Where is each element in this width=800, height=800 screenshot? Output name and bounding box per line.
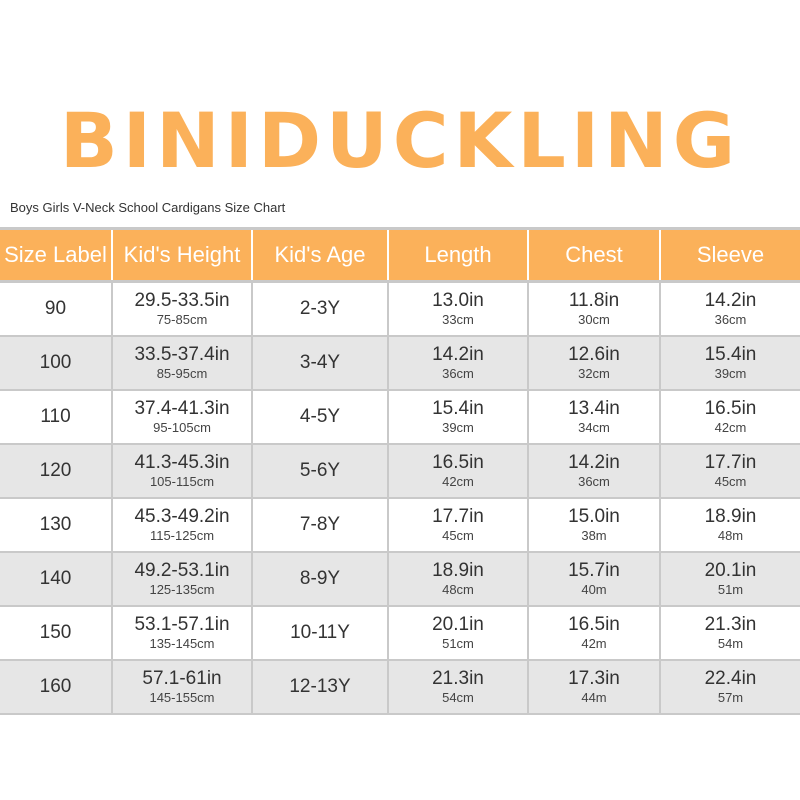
header-sleeve: Sleeve xyxy=(660,229,800,282)
cell-size-label xyxy=(0,606,112,660)
cell-length-cm: 45cm xyxy=(442,528,474,543)
cell-sleeve-inches: 15.4in xyxy=(704,344,757,365)
cell-chest-inches: 12.6in xyxy=(568,344,620,365)
cell-chest-cm: 42m xyxy=(581,636,607,651)
cell-sleeve-cm: 45cm xyxy=(714,474,747,489)
cell-chest-cm: 38m xyxy=(581,528,607,543)
cell-kids-height xyxy=(112,336,252,390)
cell-chest-inches: 16.5in xyxy=(568,614,620,635)
cell-length xyxy=(388,498,528,552)
cell-sleeve-inches: 16.5in xyxy=(704,398,757,419)
cell-sleeve-inches: 20.1in xyxy=(704,560,757,581)
cell-length xyxy=(388,390,528,444)
cell-sleeve-inches: 18.9in xyxy=(704,506,757,527)
size-chart-table xyxy=(0,227,800,715)
cell-length-inches: 13.0in xyxy=(432,290,484,311)
cell-size-label xyxy=(0,552,112,606)
kids-age-value: 12-13Y xyxy=(289,676,351,697)
cell-chest-inches: 15.7in xyxy=(568,560,620,581)
cell-kids-age xyxy=(252,552,388,606)
size-label-value: 160 xyxy=(39,676,72,697)
cell-kids-height xyxy=(112,660,252,714)
cell-length-cm: 54cm xyxy=(442,690,474,705)
cell-chest-cm: 34cm xyxy=(578,420,610,435)
cell-length-cm: 48cm xyxy=(442,582,474,597)
cell-length-inches: 16.5in xyxy=(432,452,484,473)
header-chest: Chest xyxy=(528,229,660,282)
cell-size-label xyxy=(0,282,112,337)
cell-chest-cm: 30cm xyxy=(578,312,610,327)
cell-size-label xyxy=(0,660,112,714)
cell-size-label xyxy=(0,444,112,498)
cell-kids-height-inches: 33.5-37.4in xyxy=(134,344,230,365)
cell-kids-age xyxy=(252,282,388,337)
header-row xyxy=(0,229,800,282)
chart-subtitle: Boys Girls V-Neck School Cardigans Size Chart xyxy=(10,200,286,215)
cell-sleeve xyxy=(660,336,800,390)
table-row xyxy=(0,390,800,444)
cell-chest xyxy=(528,498,660,552)
cell-kids-height-inches: 45.3-49.2in xyxy=(134,506,230,527)
cell-kids-height-inches: 29.5-33.5in xyxy=(134,290,230,311)
kids-age-value: 4-5Y xyxy=(299,406,341,427)
cell-size-label xyxy=(0,498,112,552)
cell-sleeve-cm: 36cm xyxy=(714,312,747,327)
cell-sleeve xyxy=(660,552,800,606)
brand-logo-text: BINIDUCKLING xyxy=(59,96,741,185)
cell-sleeve-cm: 54m xyxy=(717,636,744,651)
cell-chest xyxy=(528,606,660,660)
cell-length-cm: 51cm xyxy=(442,636,474,651)
cell-kids-age xyxy=(252,606,388,660)
cell-length xyxy=(388,552,528,606)
cell-chest-cm: 44m xyxy=(581,690,607,705)
cell-kids-height-cm: 125-135cm xyxy=(149,582,215,597)
cell-kids-height-cm: 85-95cm xyxy=(156,366,208,381)
table-row xyxy=(0,606,800,660)
size-label-value: 140 xyxy=(39,568,72,589)
cell-sleeve xyxy=(660,390,800,444)
header-kids-height: Kid's Height xyxy=(112,229,252,282)
table-row xyxy=(0,498,800,552)
cell-chest-inches: 17.3in xyxy=(568,668,620,689)
cell-kids-height-cm: 95-105cm xyxy=(153,420,211,435)
cell-kids-age xyxy=(252,498,388,552)
cell-chest xyxy=(528,390,660,444)
cell-length xyxy=(388,336,528,390)
cell-kids-height-inches: 53.1-57.1in xyxy=(134,614,230,635)
cell-length-cm: 42cm xyxy=(442,474,474,489)
kids-age-value: 3-4Y xyxy=(299,352,341,373)
cell-kids-height xyxy=(112,552,252,606)
size-label-value: 90 xyxy=(44,298,67,319)
cell-sleeve xyxy=(660,282,800,337)
cell-sleeve-cm: 48m xyxy=(717,528,744,543)
cell-kids-height-inches: 49.2-53.1in xyxy=(134,560,230,581)
cell-kids-height xyxy=(112,444,252,498)
cell-sleeve-cm: 51m xyxy=(717,582,744,597)
cell-sleeve-cm: 57m xyxy=(717,690,744,705)
cell-kids-height-inches: 41.3-45.3in xyxy=(134,452,230,473)
cell-chest-cm: 36cm xyxy=(578,474,610,489)
cell-kids-age xyxy=(252,444,388,498)
cell-length-cm: 33cm xyxy=(442,312,474,327)
cell-chest xyxy=(528,444,660,498)
cell-sleeve-inches: 17.7in xyxy=(704,452,757,473)
cell-length xyxy=(388,444,528,498)
cell-chest-inches: 14.2in xyxy=(568,452,620,473)
cell-kids-height xyxy=(112,390,252,444)
cell-kids-height xyxy=(112,282,252,337)
cell-length xyxy=(388,660,528,714)
table-body xyxy=(0,282,800,715)
cell-sleeve xyxy=(660,660,800,714)
cell-sleeve-inches: 14.2in xyxy=(704,290,757,311)
cell-kids-height-inches: 57.1-61in xyxy=(142,668,222,689)
table-row xyxy=(0,282,800,337)
cell-kids-height-cm: 135-145cm xyxy=(149,636,215,651)
cell-sleeve-cm: 42cm xyxy=(714,420,747,435)
cell-length-inches: 21.3in xyxy=(432,668,484,689)
cell-length xyxy=(388,282,528,337)
cell-size-label xyxy=(0,336,112,390)
kids-age-value: 5-6Y xyxy=(299,460,341,481)
kids-age-value: 2-3Y xyxy=(299,298,341,319)
cell-chest-inches: 13.4in xyxy=(568,398,620,419)
cell-sleeve xyxy=(660,606,800,660)
table-row xyxy=(0,336,800,390)
table-row xyxy=(0,660,800,714)
cell-chest xyxy=(528,336,660,390)
table-row xyxy=(0,552,800,606)
cell-sleeve-inches: 21.3in xyxy=(704,614,757,635)
kids-age-value: 7-8Y xyxy=(299,514,341,535)
cell-kids-height-cm: 115-125cm xyxy=(149,528,215,543)
cell-chest xyxy=(528,660,660,714)
cell-kids-height xyxy=(112,498,252,552)
cell-length-inches: 20.1in xyxy=(432,614,484,635)
cell-kids-height-cm: 75-85cm xyxy=(156,312,208,327)
header-kids-age: Kid's Age xyxy=(252,229,388,282)
cell-sleeve-inches: 22.4in xyxy=(704,668,757,689)
cell-kids-height-cm: 145-155cm xyxy=(149,690,215,705)
size-label-value: 130 xyxy=(39,514,72,535)
table-row xyxy=(0,444,800,498)
cell-chest-inches: 15.0in xyxy=(568,506,620,527)
cell-kids-height xyxy=(112,606,252,660)
cell-chest xyxy=(528,282,660,337)
header-length: Length xyxy=(388,229,528,282)
cell-chest-cm: 32cm xyxy=(578,366,610,381)
cell-length-inches: 17.7in xyxy=(432,506,484,527)
cell-chest-inches: 11.8in xyxy=(568,290,620,311)
cell-length-inches: 14.2in xyxy=(432,344,484,365)
brand-logo xyxy=(0,96,800,186)
cell-kids-height-inches: 37.4-41.3in xyxy=(134,398,230,419)
size-label-value: 110 xyxy=(40,406,71,427)
header-size-label: Size Label xyxy=(0,229,112,282)
kids-age-value: 8-9Y xyxy=(299,568,341,589)
cell-kids-age xyxy=(252,660,388,714)
cell-sleeve xyxy=(660,498,800,552)
size-label-value: 120 xyxy=(39,460,72,481)
cell-chest xyxy=(528,552,660,606)
cell-length xyxy=(388,606,528,660)
cell-length-inches: 18.9in xyxy=(432,560,484,581)
cell-length-cm: 36cm xyxy=(442,366,474,381)
cell-kids-age xyxy=(252,390,388,444)
kids-age-value: 10-11Y xyxy=(290,622,350,643)
cell-chest-cm: 40m xyxy=(581,582,607,597)
size-label-value: 100 xyxy=(39,352,72,373)
cell-kids-height-cm: 105-115cm xyxy=(149,474,215,489)
cell-sleeve xyxy=(660,444,800,498)
cell-size-label xyxy=(0,390,112,444)
cell-length-inches: 15.4in xyxy=(432,398,484,419)
size-label-value: 150 xyxy=(39,622,72,643)
cell-kids-age xyxy=(252,336,388,390)
cell-sleeve-cm: 39cm xyxy=(714,366,747,381)
cell-length-cm: 39cm xyxy=(442,420,474,435)
